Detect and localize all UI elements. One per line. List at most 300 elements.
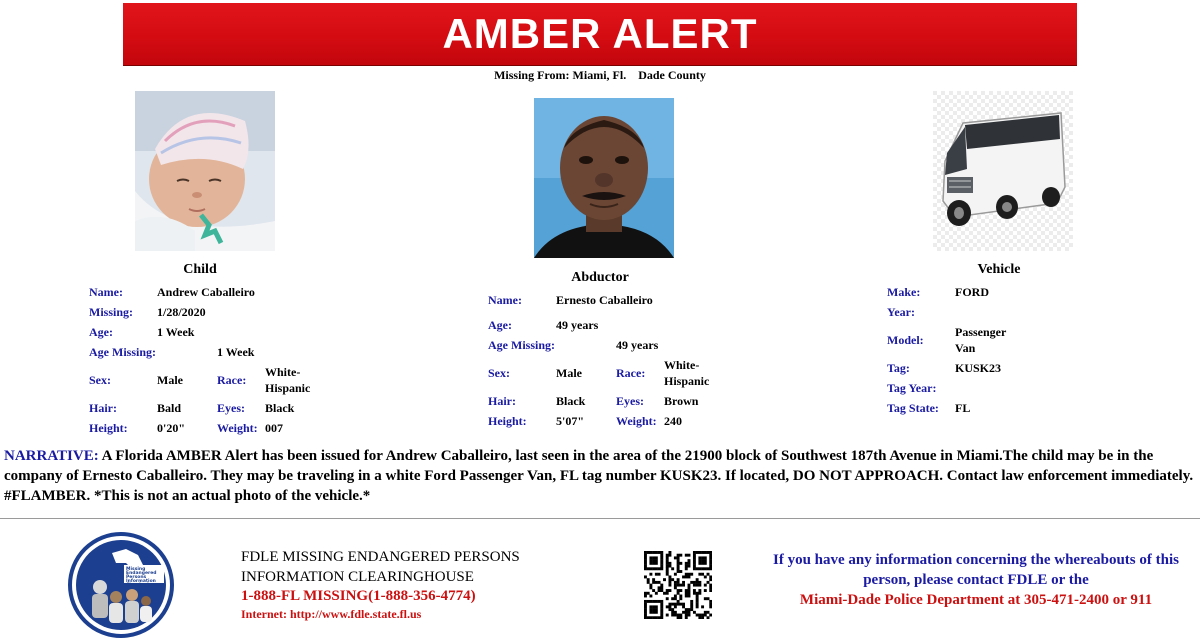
qr-module xyxy=(666,565,669,568)
qr-module xyxy=(677,603,680,606)
vehicle-photo xyxy=(933,91,1073,251)
qr-module xyxy=(660,562,663,565)
qr-module xyxy=(644,608,647,611)
narrative-label: NARRATIVE: xyxy=(4,448,99,464)
qr-module xyxy=(688,611,691,614)
child-height-label: Height: xyxy=(89,421,128,435)
qr-module xyxy=(698,581,701,584)
qr-module xyxy=(685,573,688,576)
qr-module xyxy=(671,614,674,617)
qr-module xyxy=(698,616,701,619)
child-sex-value: Male xyxy=(157,373,183,387)
qr-module xyxy=(704,614,707,617)
qr-module xyxy=(655,581,658,584)
abductor-height-label: Height: xyxy=(488,414,527,428)
missing-from-county: Dade County xyxy=(638,68,706,82)
qr-module xyxy=(707,573,710,576)
qr-module xyxy=(688,573,691,576)
vehicle-make-label: Make: xyxy=(887,285,921,299)
qr-module xyxy=(677,565,680,568)
qr-module xyxy=(660,551,663,554)
qr-module xyxy=(693,556,696,559)
qr-module xyxy=(690,603,693,606)
qr-module xyxy=(674,611,677,614)
abductor-eyes-value: Brown xyxy=(664,394,699,408)
qr-module xyxy=(688,562,691,565)
qr-module xyxy=(677,616,680,619)
qr-module xyxy=(644,575,647,578)
qr-module xyxy=(707,567,710,570)
qr-module xyxy=(688,614,691,617)
qr-module xyxy=(690,600,693,603)
abductor-age-missing-value: 49 years xyxy=(616,338,659,352)
qr-module xyxy=(701,551,704,554)
qr-module xyxy=(660,600,663,603)
child-height-value: 0'20" xyxy=(157,421,185,435)
qr-module xyxy=(649,608,652,611)
qr-module xyxy=(666,570,669,573)
vehicle-model-label: Model: xyxy=(887,333,924,347)
qr-module xyxy=(679,595,682,598)
qr-module xyxy=(674,597,677,600)
qr-module xyxy=(660,556,663,559)
qr-module xyxy=(660,603,663,606)
qr-module xyxy=(674,584,677,587)
qr-module xyxy=(674,573,677,576)
qr-module xyxy=(709,600,712,603)
qr-module xyxy=(677,584,680,587)
qr-module xyxy=(658,551,661,554)
qr-module xyxy=(668,562,671,565)
qr-module xyxy=(660,605,663,608)
child-hair-value: Bald xyxy=(157,401,182,415)
qr-module xyxy=(658,586,661,589)
qr-module xyxy=(701,556,704,559)
qr-module xyxy=(685,554,688,557)
missing-from-label: Missing From: xyxy=(494,68,570,82)
qr-module xyxy=(666,554,669,557)
qr-module xyxy=(693,554,696,557)
qr-module xyxy=(685,565,688,568)
qr-module xyxy=(696,597,699,600)
qr-module xyxy=(644,551,647,554)
abductor-eyes-label: Eyes: xyxy=(616,394,644,408)
qr-module xyxy=(647,600,650,603)
qr-module xyxy=(674,581,677,584)
qr-module xyxy=(660,611,663,614)
org-line-2: INFORMATION CLEARINGHOUSE xyxy=(241,569,474,585)
qr-module xyxy=(682,584,685,587)
qr-module xyxy=(696,614,699,617)
qr-module xyxy=(647,567,650,570)
qr-module xyxy=(707,597,710,600)
qr-module xyxy=(707,551,710,554)
qr-module xyxy=(679,589,682,592)
qr-module xyxy=(698,584,701,587)
qr-module xyxy=(644,559,647,562)
vehicle-model-value: Passenger Van xyxy=(955,325,1007,355)
qr-module xyxy=(652,562,655,565)
qr-module xyxy=(658,581,661,584)
qr-module xyxy=(709,562,712,565)
qr-module xyxy=(685,562,688,565)
qr-module xyxy=(660,559,663,562)
logo-text-4: Information xyxy=(126,579,156,584)
child-race-label: Race: xyxy=(217,373,247,387)
qr-module xyxy=(693,551,696,554)
qr-module xyxy=(677,614,680,617)
qr-module xyxy=(685,614,688,617)
qr-module xyxy=(666,605,669,608)
qr-module xyxy=(674,614,677,617)
qr-module xyxy=(698,556,701,559)
qr-module xyxy=(671,603,674,606)
qr-module xyxy=(658,567,661,570)
qr-module xyxy=(688,586,691,589)
qr-module xyxy=(704,556,707,559)
qr-module xyxy=(677,554,680,557)
vehicle-tag-year-label: Tag Year: xyxy=(887,381,937,395)
qr-module xyxy=(677,570,680,573)
hotline-phone: 1-888-FL MISSING(1-888-356-4774) xyxy=(241,588,476,604)
vehicle-year-label: Year: xyxy=(887,305,915,319)
qr-module xyxy=(655,573,658,576)
qr-module xyxy=(660,608,663,611)
missing-from-line xyxy=(0,68,1200,83)
qr-module xyxy=(679,584,682,587)
qr-module xyxy=(685,589,688,592)
qr-module xyxy=(666,573,669,576)
qr-module xyxy=(652,608,655,611)
qr-module xyxy=(668,578,671,581)
contact-line-3: Miami-Dade Police Department at 305-471-2400 or 911 xyxy=(799,592,1153,608)
qr-module xyxy=(668,584,671,587)
qr-module xyxy=(658,573,661,576)
qr-module xyxy=(688,575,691,578)
qr-module xyxy=(709,586,712,589)
qr-module xyxy=(655,605,658,608)
qr-module xyxy=(655,556,658,559)
qr-module xyxy=(679,570,682,573)
qr-module xyxy=(652,581,655,584)
qr-module xyxy=(707,616,710,619)
qr-module xyxy=(671,597,674,600)
qr-module xyxy=(655,562,658,565)
qr-module xyxy=(682,605,685,608)
qr-module xyxy=(709,567,712,570)
qr-module xyxy=(709,589,712,592)
qr-module xyxy=(644,603,647,606)
child-name-label: Name: xyxy=(89,285,123,299)
qr-module xyxy=(704,562,707,565)
qr-module xyxy=(707,581,710,584)
qr-module xyxy=(660,565,663,568)
qr-module xyxy=(649,567,652,570)
qr-module xyxy=(660,614,663,617)
qr-module xyxy=(704,584,707,587)
qr-module xyxy=(696,603,699,606)
child-age-label: Age: xyxy=(89,325,113,339)
qr-module xyxy=(644,556,647,559)
vehicle-tag-value: KUSK23 xyxy=(955,361,1002,375)
qr-module xyxy=(696,578,699,581)
qr-module xyxy=(698,562,701,565)
qr-module xyxy=(685,575,688,578)
qr-module xyxy=(649,595,652,598)
qr-module xyxy=(666,597,669,600)
qr-module xyxy=(649,616,652,619)
qr-module xyxy=(658,589,661,592)
qr-module xyxy=(677,578,680,581)
qr-module xyxy=(649,573,652,576)
abductor-age-value: 49 years xyxy=(556,318,599,332)
abductor-sex-value: Male xyxy=(556,366,582,380)
qr-module xyxy=(649,611,652,614)
qr-module xyxy=(709,614,712,617)
qr-module xyxy=(671,611,674,614)
qr-module xyxy=(644,562,647,565)
abductor-race-label: Race: xyxy=(616,366,646,380)
child-eyes-label: Eyes: xyxy=(217,401,245,415)
qr-module xyxy=(677,581,680,584)
qr-module xyxy=(674,595,677,598)
qr-module xyxy=(674,605,677,608)
qr-module xyxy=(685,616,688,619)
qr-module xyxy=(707,611,710,614)
qr-module xyxy=(698,567,701,570)
qr-module xyxy=(690,581,693,584)
child-eyes-value: Black xyxy=(265,401,295,415)
qr-module xyxy=(704,589,707,592)
qr-module xyxy=(666,567,669,570)
qr-module xyxy=(660,567,663,570)
qr-module xyxy=(696,581,699,584)
qr-module xyxy=(701,567,704,570)
qr-module xyxy=(704,597,707,600)
qr-module xyxy=(679,562,682,565)
qr-module xyxy=(709,605,712,608)
abductor-race-value: White-Hispanic xyxy=(664,358,710,388)
qr-module xyxy=(644,600,647,603)
qr-module xyxy=(649,551,652,554)
qr-module xyxy=(666,589,669,592)
child-name-value: Andrew Caballeiro xyxy=(157,285,255,299)
missing-from-city: Miami, Fl. xyxy=(572,68,627,82)
qr-module xyxy=(701,616,704,619)
qr-module xyxy=(709,584,712,587)
qr-module xyxy=(696,567,699,570)
abductor-heading: Abductor xyxy=(571,270,629,285)
qr-module xyxy=(693,559,696,562)
qr-module xyxy=(682,581,685,584)
child-missing-label: Missing: xyxy=(89,305,134,319)
abductor-weight-label: Weight: xyxy=(616,414,657,428)
qr-module xyxy=(688,565,691,568)
qr-module xyxy=(666,556,669,559)
qr-module xyxy=(671,608,674,611)
vehicle-heading: Vehicle xyxy=(977,262,1021,277)
qr-module xyxy=(652,611,655,614)
abductor-age-missing-label: Age Missing: xyxy=(488,338,555,352)
qr-module xyxy=(682,575,685,578)
contact-line-1: If you have any information concerning the whereabouts of this xyxy=(773,552,1179,568)
qr-module xyxy=(677,556,680,559)
qr-code xyxy=(644,551,712,619)
qr-module xyxy=(688,592,691,595)
child-weight-label: Weight: xyxy=(217,421,258,435)
qr-module xyxy=(649,559,652,562)
qr-module xyxy=(698,614,701,617)
qr-module xyxy=(704,559,707,562)
qr-module xyxy=(696,584,699,587)
contact-info xyxy=(760,550,1192,610)
qr-module xyxy=(652,578,655,581)
abductor-height-value: 5'07" xyxy=(556,414,584,428)
child-age-missing-value: 1 Week xyxy=(217,345,255,359)
qr-module xyxy=(660,616,663,619)
logo-text-5: Clearinghouse xyxy=(126,583,163,588)
qr-module xyxy=(685,608,688,611)
child-photo xyxy=(135,91,275,251)
abductor-hair-value: Black xyxy=(556,394,586,408)
qr-module xyxy=(652,567,655,570)
vehicle-tag-state-label: Tag State: xyxy=(887,401,939,415)
logo-text-1: Missing xyxy=(126,567,146,572)
qr-module xyxy=(658,600,661,603)
qr-module xyxy=(655,600,658,603)
qr-module xyxy=(647,578,650,581)
qr-module xyxy=(701,562,704,565)
qr-module xyxy=(649,586,652,589)
qr-module xyxy=(655,608,658,611)
qr-module xyxy=(679,616,682,619)
qr-module xyxy=(660,554,663,557)
qr-module xyxy=(644,605,647,608)
narrative xyxy=(4,446,1196,506)
qr-module xyxy=(709,559,712,562)
qr-module xyxy=(649,562,652,565)
qr-module xyxy=(693,589,696,592)
qr-module xyxy=(660,584,663,587)
qr-module xyxy=(693,565,696,568)
abductor-weight-value: 240 xyxy=(664,414,682,428)
qr-module xyxy=(704,551,707,554)
qr-module xyxy=(668,608,671,611)
qr-module xyxy=(666,559,669,562)
qr-module xyxy=(663,592,666,595)
org-line-1: FDLE MISSING ENDANGERED PERSONS xyxy=(241,549,520,565)
abductor-age-label: Age: xyxy=(488,318,512,332)
qr-module xyxy=(644,565,647,568)
qr-module xyxy=(671,567,674,570)
qr-module xyxy=(649,600,652,603)
qr-module xyxy=(674,586,677,589)
qr-module xyxy=(698,592,701,595)
qr-module xyxy=(704,567,707,570)
qr-module xyxy=(685,595,688,598)
qr-module xyxy=(668,589,671,592)
qr-module xyxy=(701,605,704,608)
qr-module xyxy=(682,611,685,614)
qr-module xyxy=(647,551,650,554)
qr-module xyxy=(647,616,650,619)
qr-module xyxy=(688,554,691,557)
abductor-sex-label: Sex: xyxy=(488,366,510,380)
qr-module xyxy=(693,562,696,565)
logo-text-3: Persons xyxy=(126,575,147,580)
qr-module xyxy=(663,578,666,581)
child-sex-label: Sex: xyxy=(89,373,111,387)
abductor-name-value: Ernesto Caballeiro xyxy=(556,293,653,307)
qr-module xyxy=(674,603,677,606)
qr-module xyxy=(660,586,663,589)
qr-module xyxy=(685,592,688,595)
qr-module xyxy=(701,614,704,617)
child-weight-value: 007 xyxy=(265,421,283,435)
qr-module xyxy=(655,592,658,595)
qr-module xyxy=(644,611,647,614)
qr-module xyxy=(671,578,674,581)
qr-module xyxy=(677,600,680,603)
qr-module xyxy=(644,616,647,619)
qr-module xyxy=(677,592,680,595)
qr-module xyxy=(693,592,696,595)
qr-module xyxy=(709,575,712,578)
qr-module xyxy=(685,611,688,614)
divider xyxy=(0,518,1200,519)
qr-module xyxy=(677,567,680,570)
qr-module xyxy=(666,614,669,617)
vehicle-make-value: FORD xyxy=(955,285,989,299)
qr-module xyxy=(644,595,647,598)
qr-module xyxy=(649,605,652,608)
qr-module xyxy=(690,608,693,611)
qr-module xyxy=(644,614,647,617)
qr-module xyxy=(655,551,658,554)
qr-module xyxy=(652,616,655,619)
qr-module xyxy=(688,559,691,562)
qr-module xyxy=(693,581,696,584)
qr-module xyxy=(652,559,655,562)
qr-module xyxy=(696,551,699,554)
qr-module xyxy=(652,600,655,603)
qr-module xyxy=(709,551,712,554)
qr-module xyxy=(701,559,704,562)
qr-module xyxy=(647,592,650,595)
qr-module xyxy=(679,603,682,606)
qr-module xyxy=(709,565,712,568)
qr-module xyxy=(644,567,647,570)
qr-module xyxy=(652,556,655,559)
qr-module xyxy=(649,556,652,559)
qr-module xyxy=(696,592,699,595)
child-missing-value: 1/28/2020 xyxy=(157,305,206,319)
qr-module xyxy=(677,589,680,592)
qr-module xyxy=(682,603,685,606)
child-race-value: White-Hispanic xyxy=(265,365,311,395)
internet-link[interactable]: Internet: http://www.fdle.state.fl.us xyxy=(241,607,422,621)
qr-module xyxy=(668,605,671,608)
qr-module xyxy=(666,592,669,595)
qr-module xyxy=(652,605,655,608)
qr-module xyxy=(677,559,680,562)
qr-module xyxy=(668,565,671,568)
qr-module xyxy=(655,616,658,619)
qr-module xyxy=(698,551,701,554)
qr-module xyxy=(698,559,701,562)
qr-module xyxy=(693,611,696,614)
qr-module xyxy=(709,578,712,581)
